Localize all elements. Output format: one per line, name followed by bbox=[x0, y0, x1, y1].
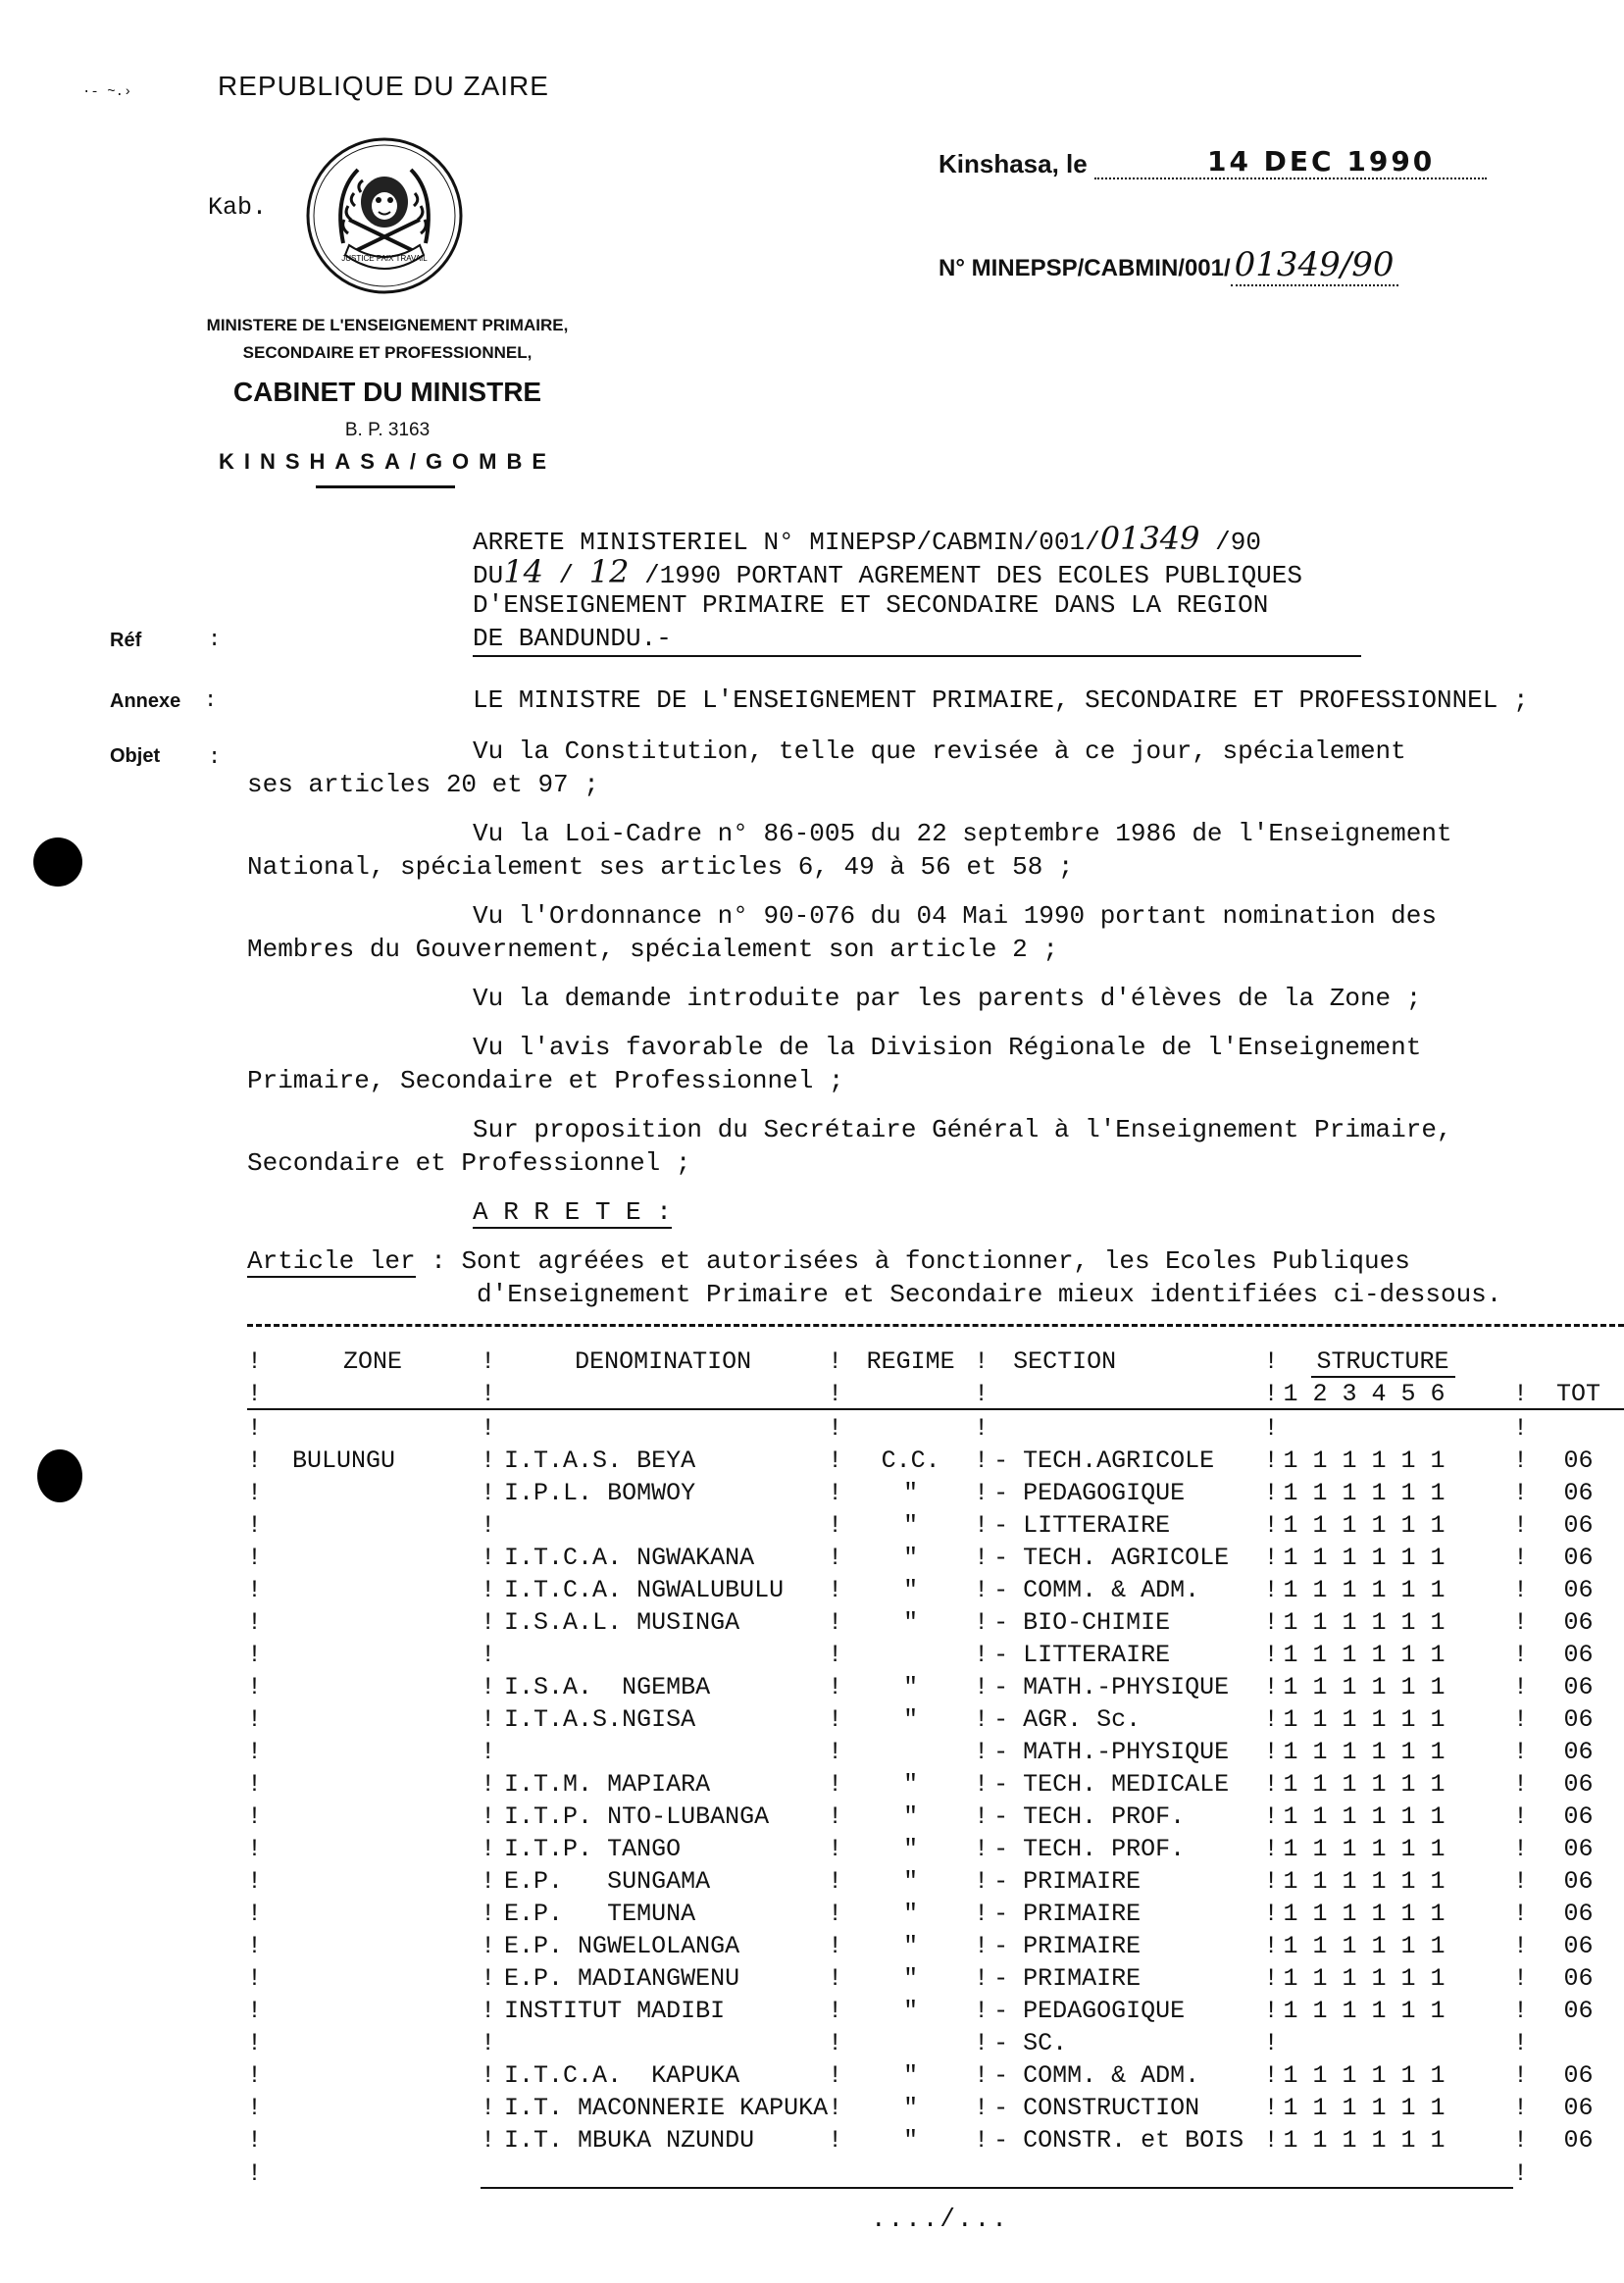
header-years: 1 2 3 4 5 6 bbox=[1283, 1380, 1446, 1408]
punch-hole-bottom bbox=[37, 1449, 82, 1502]
sur-proposition-1: Sur proposition du Secrétaire Général à l'Enseignement Primaire, bbox=[473, 1115, 1452, 1144]
cell-tot: 06 bbox=[1563, 1705, 1594, 1734]
cell-regime: " bbox=[903, 2126, 919, 2155]
cell-regime bbox=[847, 1734, 974, 1766]
cell-denomination: I.T. MACONNERIE KAPUKA bbox=[504, 2094, 829, 2122]
reference-number bbox=[939, 245, 1398, 284]
vu-avis-2: Primaire, Secondaire et Professionnel ; bbox=[247, 1066, 844, 1095]
cell-section: - MATH.-PHYSIQUE bbox=[993, 1738, 1230, 1766]
cell-denomination: E.P. NGWELOLANGA bbox=[504, 1932, 740, 1960]
cell-structure: 1 1 1 1 1 1 bbox=[1283, 1900, 1446, 1928]
ministry-line-1: MINISTERE DE L'ENSEIGNEMENT PRIMAIRE, bbox=[206, 316, 569, 334]
table-row: ! ! INSTITUT MADIBI ! " ! - PEDAGOGIQUE ! 1 1 1 1 1 1 ! 06 bbox=[247, 1993, 1624, 2025]
cell-structure: 1 1 1 1 1 1 bbox=[1283, 1802, 1446, 1831]
table-row: ! ! ! " ! - LITTERAIRE ! 1 1 1 1 1 1 ! 06 bbox=[247, 1507, 1624, 1540]
cell-zone bbox=[265, 1960, 481, 1993]
header-zone: ZONE bbox=[343, 1347, 403, 1376]
cell-zone bbox=[265, 1669, 481, 1701]
republic-heading: REPUBLIQUE DU ZAIRE bbox=[218, 71, 549, 101]
cell-denomination: E.P. SUNGAMA bbox=[504, 1867, 711, 1896]
cell-tot: 06 bbox=[1563, 1576, 1594, 1604]
cell-denomination: I.T.A.S.NGISA bbox=[504, 1705, 696, 1734]
date-field bbox=[1094, 145, 1487, 179]
table-row: ! ! E.P. TEMUNA ! " ! - PRIMAIRE ! 1 1 1 1 1 1 ! 06 bbox=[247, 1896, 1624, 1928]
table-row: ! ! ! ! - MATH.-PHYSIQUE ! 1 1 1 1 1 1 ! 06 bbox=[247, 1734, 1624, 1766]
cell-structure: 1 1 1 1 1 1 bbox=[1283, 1964, 1446, 1993]
cell-regime: C.C. bbox=[881, 1446, 940, 1475]
header-tot: TOT bbox=[1555, 1380, 1600, 1408]
cell-denomination: I.P.L. BOMWOY bbox=[504, 1479, 696, 1507]
cell-denomination bbox=[498, 1734, 828, 1766]
cell-denomination bbox=[498, 1507, 828, 1540]
cell-structure: 1 1 1 1 1 1 bbox=[1283, 1608, 1446, 1637]
cell-structure: 1 1 1 1 1 1 bbox=[1283, 1673, 1446, 1701]
cell-zone bbox=[265, 1831, 481, 1863]
cell-section: - LITTERAIRE bbox=[993, 1511, 1171, 1540]
table-row: ! ! ! ! - SC. ! ! bbox=[247, 2025, 1624, 2057]
cell-zone bbox=[265, 1701, 481, 1734]
ref-label: Réf bbox=[110, 630, 142, 651]
seal-motto: JUSTICE PAIX TRAVAIL bbox=[341, 254, 428, 263]
table-row: ! ! I.T.C.A. NGWALUBULU ! " ! - COMM. & ADM. ! 1 1 1 1 1 1 ! 06 bbox=[247, 1572, 1624, 1604]
cell-tot: 06 bbox=[1563, 2061, 1594, 2090]
objet-label: Objet bbox=[110, 745, 161, 767]
annexe-colon: : bbox=[204, 688, 218, 713]
cell-regime bbox=[847, 1637, 974, 1669]
city-heading: KINSHASA/GOMBE bbox=[218, 449, 557, 474]
cell-zone bbox=[265, 1540, 481, 1572]
table-row: ! ! I.T.P. TANGO ! " ! - TECH. PROF. ! 1 1 1 1 1 1 ! 06 bbox=[247, 1831, 1624, 1863]
cell-tot: 06 bbox=[1563, 1932, 1594, 1960]
cell-regime: " bbox=[903, 1900, 919, 1928]
table-row: ! ! I.T.A.S.NGISA ! " ! - AGR. Sc. ! 1 1 1 1 1 1 ! 06 bbox=[247, 1701, 1624, 1734]
cell-section: - BIO-CHIMIE bbox=[993, 1608, 1171, 1637]
cell-section: - COMM. & ADM. bbox=[993, 1576, 1200, 1604]
cell-section: - PEDAGOGIQUE bbox=[993, 1997, 1186, 2025]
cell-regime: " bbox=[903, 1544, 919, 1572]
cell-structure: 1 1 1 1 1 1 bbox=[1283, 1479, 1446, 1507]
vu-demande: Vu la demande introduite par les parents d'élèves de la Zone ; bbox=[473, 984, 1422, 1013]
cell-denomination: I.T. MBUKA NZUNDU bbox=[504, 2126, 755, 2155]
date-label: Kinshasa, le bbox=[939, 149, 1088, 178]
title-line-4: DE BANDUNDU.- bbox=[473, 622, 1361, 657]
table-row: ! ! E.P. MADIANGWENU ! " ! - PRIMAIRE ! 1 1 1 1 1 1 ! 06 bbox=[247, 1960, 1624, 1993]
cell-zone bbox=[265, 1863, 481, 1896]
cell-section: - COMM. & ADM. bbox=[993, 2061, 1200, 2090]
cell-section: - SC. bbox=[993, 2029, 1068, 2057]
cell-structure: 1 1 1 1 1 1 bbox=[1283, 1867, 1446, 1896]
cell-tot: 06 bbox=[1563, 1544, 1594, 1572]
table-row: ! ! I.T. MACONNERIE KAPUKA ! " ! - CONSTRUCTION ! 1 1 1 1 1 1 ! 06 bbox=[247, 2090, 1624, 2122]
cell-structure: 1 1 1 1 1 1 bbox=[1283, 1576, 1446, 1604]
cell-section: - PRIMAIRE bbox=[993, 1964, 1142, 1993]
cell-section: - AGR. Sc. bbox=[993, 1705, 1142, 1734]
cell-regime: " bbox=[903, 1770, 919, 1799]
cell-tot: 06 bbox=[1563, 1900, 1594, 1928]
table-top-rule bbox=[247, 1324, 1624, 1327]
cell-denomination: I.T.P. TANGO bbox=[504, 1835, 682, 1863]
cell-tot: 06 bbox=[1563, 2126, 1594, 2155]
cell-structure: 1 1 1 1 1 1 bbox=[1283, 1641, 1446, 1669]
cell-regime: " bbox=[903, 1997, 919, 2025]
title-line-3: D'ENSEIGNEMENT PRIMAIRE ET SECONDAIRE DANS LA REGION bbox=[473, 590, 1269, 620]
cell-section: - CONSTR. et BOIS bbox=[993, 2126, 1244, 2155]
cell-structure: 1 1 1 1 1 1 bbox=[1283, 2126, 1446, 2155]
table-row: ! ! I.T.P. NTO-LUBANGA ! " ! - TECH. PROF. ! 1 1 1 1 1 1 ! 06 bbox=[247, 1799, 1624, 1831]
page-continuation: ..../... bbox=[871, 2205, 1009, 2234]
annexe-label: Annexe bbox=[110, 690, 181, 712]
cell-regime: " bbox=[903, 1964, 919, 1993]
cell-structure: 1 1 1 1 1 1 bbox=[1283, 1997, 1446, 2025]
cell-denomination: I.T.C.A. KAPUKA bbox=[504, 2061, 740, 2090]
cell-denomination: I.S.A.L. MUSINGA bbox=[504, 1608, 740, 1637]
article-1-line-2: d'Enseignement Primaire et Secondaire mieux identifiées ci-dessous. bbox=[477, 1280, 1502, 1309]
date-line bbox=[939, 145, 1487, 179]
cell-zone bbox=[265, 1475, 481, 1507]
minister-line: LE MINISTRE DE L'ENSEIGNEMENT PRIMAIRE, SECONDAIRE ET PROFESSIONNEL ; bbox=[473, 685, 1529, 715]
cell-section: - CONSTRUCTION bbox=[993, 2094, 1200, 2122]
cell-structure: 1 1 1 1 1 1 bbox=[1283, 1932, 1446, 1960]
kab-label: Kab. bbox=[208, 193, 268, 222]
cell-denomination: I.T.M. MAPIARA bbox=[504, 1770, 711, 1799]
cell-regime: " bbox=[903, 1705, 919, 1734]
header-structure: STRUCTURE bbox=[1284, 1344, 1624, 1376]
cell-zone bbox=[265, 1637, 481, 1669]
cell-section: - PRIMAIRE bbox=[993, 1900, 1142, 1928]
sur-proposition-2: Secondaire et Professionnel ; bbox=[247, 1148, 691, 1178]
cell-section: - TECH. MEDICALE bbox=[993, 1770, 1230, 1799]
article-1-label: Article ler bbox=[247, 1246, 416, 1276]
cell-structure: 1 1 1 1 1 1 bbox=[1283, 1770, 1446, 1799]
vu-loi-cadre-2: National, spécialement ses articles 6, 49 à 56 et 58 ; bbox=[247, 852, 1074, 882]
cell-regime: " bbox=[903, 2061, 919, 2090]
ministry-name bbox=[157, 312, 618, 367]
cell-section: - TECH.AGRICOLE bbox=[993, 1446, 1215, 1475]
table-row: ! ! I.P.L. BOMWOY ! " ! - PEDAGOGIQUE ! 1 1 1 1 1 1 ! 06 bbox=[247, 1475, 1624, 1507]
title-handwritten-number: 01349 bbox=[1099, 520, 1200, 557]
cell-regime bbox=[847, 2025, 974, 2057]
table-header-row-2: ! ! ! ! ! 1 2 3 4 5 6 ! TOT bbox=[247, 1376, 1624, 1409]
header-regime: REGIME bbox=[866, 1347, 955, 1376]
vu-constitution-2: ses articles 20 et 97 ; bbox=[247, 770, 599, 799]
title-line-2: DU14 / 12 /1990 PORTANT AGREMENT DES ECOLES PUBLIQUES bbox=[473, 553, 1302, 590]
cell-regime: " bbox=[903, 1867, 919, 1896]
cell-denomination: I.T.C.A. NGWAKANA bbox=[504, 1544, 755, 1572]
cell-regime: " bbox=[903, 1511, 919, 1540]
cell-zone bbox=[265, 2025, 481, 2057]
arrete-heading: A R R E T E : bbox=[473, 1197, 672, 1227]
cell-zone bbox=[265, 2122, 481, 2155]
cell-tot: 06 bbox=[1563, 1867, 1594, 1896]
cell-regime: " bbox=[903, 1932, 919, 1960]
cell-tot: 06 bbox=[1563, 1964, 1594, 1993]
cell-zone bbox=[265, 1896, 481, 1928]
table-row: ! ! I.S.A.L. MUSINGA ! " ! - BIO-CHIMIE ! 1 1 1 1 1 1 ! 06 bbox=[247, 1604, 1624, 1637]
cell-tot: 06 bbox=[1563, 1770, 1594, 1799]
cell-section: - PRIMAIRE bbox=[993, 1932, 1142, 1960]
cell-denomination: I.T.P. NTO-LUBANGA bbox=[504, 1802, 770, 1831]
coat-of-arms-seal bbox=[304, 135, 465, 296]
cell-zone bbox=[265, 1507, 481, 1540]
cell-tot: 06 bbox=[1563, 1738, 1594, 1766]
cell-structure: 1 1 1 1 1 1 bbox=[1283, 2061, 1446, 2090]
table-row: ! ! I.S.A. NGEMBA ! " ! - MATH.-PHYSIQUE ! 1 1 1 1 1 1 ! 06 bbox=[247, 1669, 1624, 1701]
cell-section: - TECH. PROF. bbox=[993, 1802, 1186, 1831]
title-handwritten-month: 12 bbox=[588, 553, 630, 590]
cell-tot: 06 bbox=[1563, 1835, 1594, 1863]
title-line-1: ARRETE MINISTERIEL N° MINEPSP/CABMIN/001/01349 /90 bbox=[473, 520, 1261, 557]
cell-regime: " bbox=[903, 1802, 919, 1831]
table-row: ! ! E.P. NGWELOLANGA ! " ! - PRIMAIRE ! 1 1 1 1 1 1 ! 06 bbox=[247, 1928, 1624, 1960]
cell-denomination: I.T.A.S. BEYA bbox=[504, 1446, 696, 1475]
cell-structure bbox=[1284, 2025, 1514, 2057]
cell-tot: 06 bbox=[1563, 1673, 1594, 1701]
cell-regime: " bbox=[903, 1479, 919, 1507]
cell-tot: 06 bbox=[1563, 1997, 1594, 2025]
objet-colon: : bbox=[208, 745, 222, 770]
table-row: ! ! I.T. MBUKA NZUNDU ! " ! - CONSTR. et BOIS ! 1 1 1 1 1 1 ! 06 bbox=[247, 2122, 1624, 2155]
vu-ordonnance-2: Membres du Gouvernement, spécialement son article 2 ; bbox=[247, 935, 1058, 964]
cell-zone bbox=[265, 2057, 481, 2090]
cabinet-heading: CABINET DU MINISTRE bbox=[232, 377, 542, 407]
cell-tot: 06 bbox=[1563, 2094, 1594, 2122]
cell-structure: 1 1 1 1 1 1 bbox=[1283, 1835, 1446, 1863]
cell-denomination: I.T.C.A. NGWALUBULU bbox=[504, 1576, 785, 1604]
cell-structure: 1 1 1 1 1 1 bbox=[1283, 1511, 1446, 1540]
cell-structure: 1 1 1 1 1 1 bbox=[1283, 1738, 1446, 1766]
table-row: ! ! I.T.M. MAPIARA ! " ! - TECH. MEDICALE ! 1 1 1 1 1 1 ! 06 bbox=[247, 1766, 1624, 1799]
table-row: ! BULUNGU ! I.T.A.S. BEYA ! C.C. ! - TECH.AGRICOLE ! 1 1 1 1 1 1 ! 06 bbox=[247, 1443, 1624, 1475]
table-row: ! ! E.P. SUNGAMA ! " ! - PRIMAIRE ! 1 1 1 1 1 1 ! 06 bbox=[247, 1863, 1624, 1896]
cell-tot: 06 bbox=[1563, 1479, 1594, 1507]
reference-handwritten: 01349/90 bbox=[1231, 245, 1398, 286]
cell-zone bbox=[265, 1799, 481, 1831]
cell-zone bbox=[265, 1928, 481, 1960]
cell-section: - LITTERAIRE bbox=[993, 1641, 1171, 1669]
cell-section: - MATH.-PHYSIQUE bbox=[993, 1673, 1230, 1701]
schools-table bbox=[247, 1344, 1624, 2189]
vu-avis-1: Vu l'avis favorable de la Division Régionale de l'Enseignement bbox=[473, 1033, 1422, 1062]
vu-constitution-1: Vu la Constitution, telle que revisée à ce jour, spécialement bbox=[473, 736, 1406, 766]
city-underline bbox=[316, 485, 455, 488]
cell-tot: 06 bbox=[1563, 1608, 1594, 1637]
cell-zone bbox=[265, 1993, 481, 2025]
cell-zone bbox=[265, 1604, 481, 1637]
cell-structure: 1 1 1 1 1 1 bbox=[1283, 2094, 1446, 2122]
vu-loi-cadre-1: Vu la Loi-Cadre n° 86-005 du 22 septembre 1986 de l'Enseignement bbox=[473, 819, 1452, 848]
corner-marks: ·- ~.› bbox=[82, 84, 132, 100]
cell-regime: " bbox=[903, 1576, 919, 1604]
cell-section: - PEDAGOGIQUE bbox=[993, 1479, 1186, 1507]
table-closing-row: ! ! bbox=[247, 2155, 1624, 2188]
header-denomination: DENOMINATION bbox=[575, 1347, 752, 1376]
cell-tot: 06 bbox=[1563, 1511, 1594, 1540]
article-1-line-1: Article ler : Sont agréées et autorisées à fonctionner, les Ecoles Publiques bbox=[247, 1246, 1410, 1276]
cell-regime: " bbox=[903, 1673, 919, 1701]
cell-zone bbox=[265, 1766, 481, 1799]
ref-colon: : bbox=[208, 628, 222, 652]
cell-regime: " bbox=[903, 2094, 919, 2122]
ministry-line-2: SECONDAIRE ET PROFESSIONNEL, bbox=[242, 343, 533, 362]
cell-structure: 1 1 1 1 1 1 bbox=[1283, 1544, 1446, 1572]
cell-zone: BULUNGU bbox=[291, 1446, 395, 1475]
punch-hole-top bbox=[33, 837, 82, 887]
cell-denomination: INSTITUT MADIBI bbox=[504, 1997, 726, 2025]
table-row: ! ! I.T.C.A. NGWAKANA ! " ! - TECH. AGRICOLE ! 1 1 1 1 1 1 ! 06 bbox=[247, 1540, 1624, 1572]
table-row: ! ! I.T.C.A. KAPUKA ! " ! - COMM. & ADM. ! 1 1 1 1 1 1 ! 06 bbox=[247, 2057, 1624, 2090]
table-header-row-1: ! ZONE ! DENOMINATION ! REGIME ! SECTION ! STRUCTURE bbox=[247, 1344, 1624, 1376]
header-section: SECTION bbox=[1013, 1347, 1117, 1376]
cell-regime: " bbox=[903, 1835, 919, 1863]
cell-tot: 06 bbox=[1563, 1446, 1594, 1475]
cell-denomination: I.S.A. NGEMBA bbox=[504, 1673, 711, 1701]
cell-denomination bbox=[498, 2025, 828, 2057]
cell-structure: 1 1 1 1 1 1 bbox=[1283, 1446, 1446, 1475]
table-spacer-row: ! ! ! ! ! ! bbox=[247, 1414, 1529, 1443]
cell-section: - TECH. PROF. bbox=[993, 1835, 1186, 1863]
date-stamp: 14 DEC 1990 bbox=[1206, 145, 1436, 178]
cell-zone bbox=[265, 1572, 481, 1604]
table-row: ! ! ! ! - LITTERAIRE ! 1 1 1 1 1 1 ! 06 bbox=[247, 1637, 1624, 1669]
cell-structure: 1 1 1 1 1 1 bbox=[1283, 1705, 1446, 1734]
cell-denomination bbox=[498, 1637, 828, 1669]
cell-regime: " bbox=[903, 1608, 919, 1637]
cell-tot: 06 bbox=[1563, 1802, 1594, 1831]
cell-zone bbox=[265, 2090, 481, 2122]
cell-tot: 06 bbox=[1563, 1641, 1594, 1669]
title-handwritten-day: 14 bbox=[503, 553, 543, 590]
postal-box: B. P. 3163 bbox=[344, 420, 431, 440]
cell-zone bbox=[265, 1734, 481, 1766]
cell-tot bbox=[1533, 2025, 1624, 2057]
cell-section: - PRIMAIRE bbox=[993, 1867, 1142, 1896]
cell-denomination: E.P. TEMUNA bbox=[504, 1900, 696, 1928]
reference-label: N° MINEPSP/CABMIN/001/ bbox=[939, 255, 1231, 281]
vu-ordonnance-1: Vu l'Ordonnance n° 90-076 du 04 Mai 1990 portant nomination des bbox=[473, 901, 1437, 931]
cell-section: - TECH. AGRICOLE bbox=[993, 1544, 1230, 1572]
cell-denomination: E.P. MADIANGWENU bbox=[504, 1964, 740, 1993]
